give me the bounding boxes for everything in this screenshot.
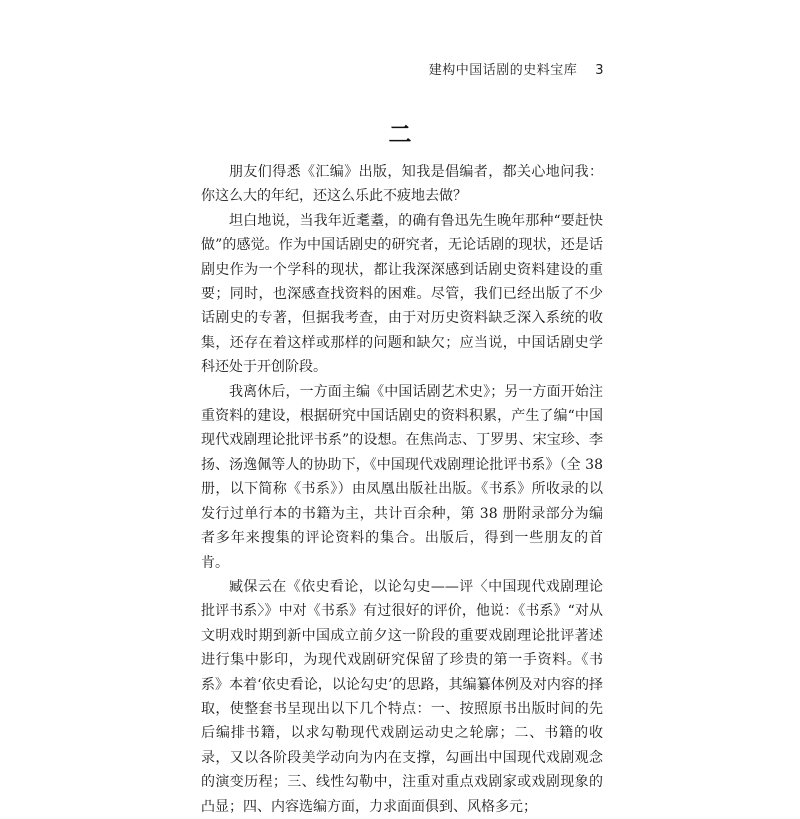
running-head-title: 建构中国话剧的史料宝库 (428, 63, 578, 78)
body-text (201, 160, 603, 819)
paragraph-3: 我离休后，一方面主编《中国话剧艺术史》；另一方面开始注重资料的建设，根据研究中国话剧史的资料积累，产生了编“中国现代戏剧理论批评书系”的设想。在焦尚志、丁罗男、宋宝珍、李扬、汤逸佩等人的协助下，《中国现代戏剧理论批评书系》（全 38 册，以下简称《书系》）由凤凰出版社出版。《书系》所收录的以发行过单行本的书籍为主，共计百余种，第 38 册附录部分为编者多年来搜集的评论资料的集合。出版后，得到一些朋友的首肯。 (201, 383, 603, 571)
section-heading: 二 (388, 122, 412, 148)
paragraph-1: 朋友们得悉《汇编》出版，知我是倡编者，都关心地问我：你这么大的年纪，还这么乐此不疲地去做？ (201, 164, 603, 205)
page-number: 3 (595, 63, 604, 78)
paragraph-2: 坦白地说，当我年近耄耋，的确有鲁迅先生晚年那种“要赶快做”的感觉。作为中国话剧史的研究者，无论话剧的现状，还是话剧史作为一个学科的现状，都让我深深感到话剧史资料建设的重要；同时，也深感查找资料的困难。尽管，我们已经出版了不少话剧史的专著，但据我考查，由于对历史资料缺乏深入系统的收集，还存在着这样或那样的问题和缺欠；应当说，中国话剧史学科还处于开创阶段。 (201, 212, 603, 376)
paragraph-4: 臧保云在《依史看论，以论勾史——评〈中国现代戏剧理论批评书系〉》中对《书系》有过很好的评价，他说：《书系》“对从文明戏时期到新中国成立前夕这一阶段的重要戏剧理论批评著述进行集中影印，为现代戏剧研究保留了珍贵的第一手资料。《书系》本着‘依史看论，以论勾史’的思路，其编纂体例及对内容的择取，使整套书呈现出以下几个特点：一、按照原书出版时间的先后编排书籍，以求勾勒现代戏剧运动史之轮廓；二、书籍的收录，又以各阶段美学动向为内在支撑，勾画出中国现代戏剧观念的演变历程；三、线性勾勒中，注重对重点戏剧家或戏剧现象的凸显；四、内容选编方面，力求面面俱到、风格多元； (201, 578, 603, 815)
running-head (429, 59, 604, 78)
